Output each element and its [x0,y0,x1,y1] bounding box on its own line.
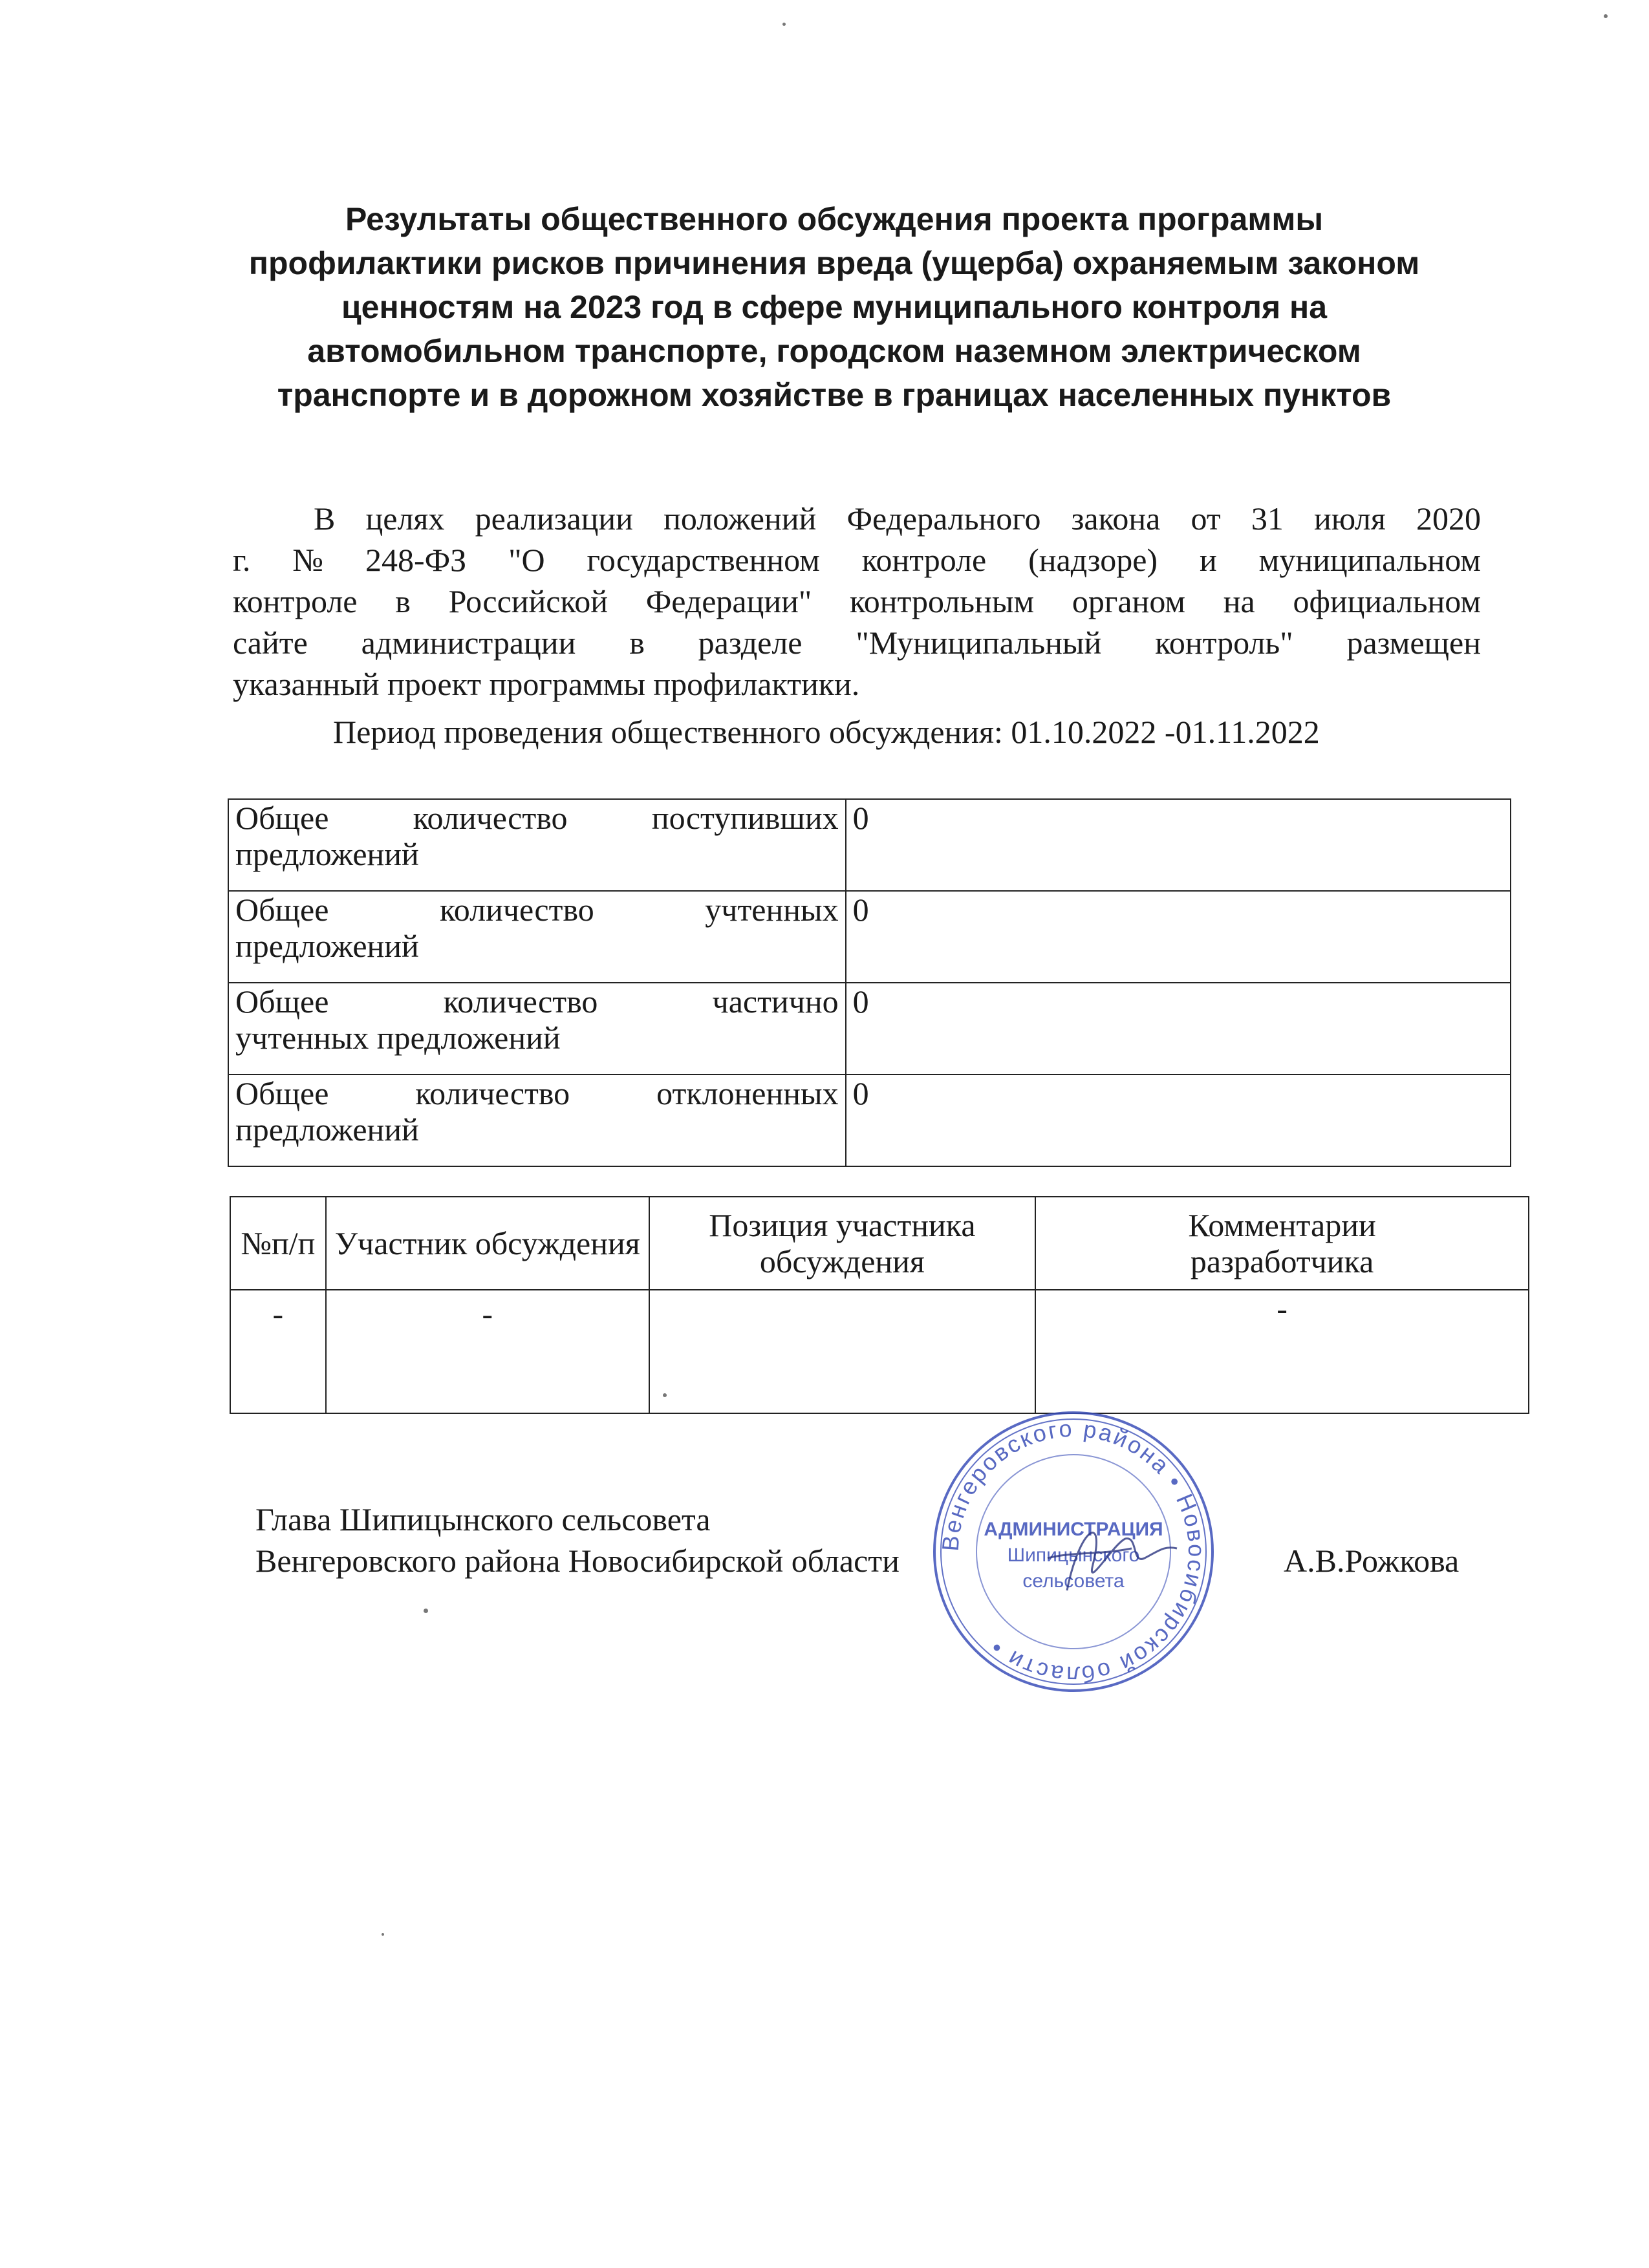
header-cell: Позиция участника обсуждения [649,1197,1036,1290]
intro-line [233,498,1481,539]
title-line: Результаты общественного обсуждения проекта программы [345,201,1324,237]
table-cell: - [1035,1290,1529,1413]
stamp-inner-line: АДМИНИСТРАЦИЯ [984,1519,1163,1540]
intro-word: сайте [233,625,308,661]
intro-word: Федерального [846,500,1041,537]
intro-word: июля [1314,500,1386,537]
intro-word: в [395,583,411,619]
header-cell: Участник обсуждения [326,1197,649,1290]
title-line: автомобильном транспорте, городском наземном электрическом [307,333,1361,369]
intro-word: от [1191,500,1221,537]
intro-word: 248-ФЗ [365,542,467,578]
intro-word: разделе [698,625,803,661]
intro-word: 31 [1251,500,1284,537]
intro-word: и [1199,542,1217,578]
title-line: транспорте и в дорожном хозяйстве в границах населенных пунктов [277,377,1392,413]
header-cell: №п/п [230,1197,326,1290]
table-cell: - [230,1290,326,1413]
scan-speck [782,23,786,26]
summary-value: 0 [846,891,1511,983]
position-line: Глава Шипицынского сельсовета [255,1501,711,1537]
signatory-name: А.В.Рожкова [1284,1543,1460,1579]
summary-label-line: предложений [235,928,419,964]
intro-word: контроле [861,542,987,578]
intro-word: реализации [475,500,633,537]
summary-row [228,799,1511,891]
table-cell [649,1290,1036,1413]
summary-label-line: учтенных предложений [235,1020,561,1056]
summary-label [228,891,846,983]
summary-value: 0 [846,983,1511,1075]
intro-line [233,581,1481,622]
document-title [194,197,1474,417]
participants-table [230,1196,1529,1414]
intro-word: официальном [1293,583,1481,619]
summary-label-line: предложений [235,1111,419,1148]
summary-row [228,983,1511,1075]
table-header-row [230,1197,1529,1290]
intro-word: контрольным [850,583,1035,619]
intro-line [233,539,1481,581]
signatory-position [255,1499,900,1581]
intro-word: положений [663,500,817,537]
intro-line [233,622,1481,663]
stamp-inner-line: сельсовета [1022,1570,1125,1592]
intro-word: г. [233,542,251,578]
intro-word: закона [1071,500,1161,537]
table-cell: - [326,1290,649,1413]
header-cell: Комментарии разработчика [1035,1197,1529,1290]
summary-label [228,983,846,1075]
intro-word: администрации [361,625,576,661]
summary-value: 0 [846,799,1511,891]
summary-row [228,891,1511,983]
scan-speck [1604,14,1608,18]
intro-word: государственном [587,542,820,578]
stamp-outer-text: Венгеровского района • Новосибирской области • [936,1415,1211,1689]
summary-row [228,1075,1511,1166]
intro-word: органом [1072,583,1186,619]
table-row [230,1290,1529,1413]
intro-word: на [1223,583,1255,619]
intro-word: (надзоре) [1028,542,1158,578]
scan-speck [382,1933,384,1936]
stamp-inner-line: Шипицынского [1007,1545,1140,1566]
title-line: ценностям на 2023 год в сфере муниципального контроля на [341,289,1328,325]
summary-label [228,799,846,891]
intro-word: в [629,625,645,661]
intro-word: целях [365,500,445,537]
summary-label-line: Общее количество отклоненных [235,1075,839,1111]
intro-word: Федерации" [645,583,812,619]
summary-label-line: Общее количество частично [235,983,839,1020]
summary-label-line: Общее количество учтенных [235,892,839,928]
intro-line-last: указанный проект программы профилактики. [233,666,860,702]
title-line: профилактики рисков причинения вреда (ущерба) охраняемым законом [248,245,1420,281]
summary-table [228,798,1511,1167]
intro-word: "Муниципальный [856,625,1102,661]
intro-word: 2020 [1416,500,1481,537]
intro-word: размещен [1346,625,1481,661]
intro-word: контроле [233,583,358,619]
intro-word: Российской [448,583,608,619]
intro-paragraph [233,498,1481,705]
intro-word: "О [508,542,545,578]
discussion-period: Период проведения общественного обсуждения: 01.10.2022 -01.11.2022 [333,714,1320,750]
intro-word: муниципальном [1258,542,1481,578]
summary-label [228,1075,846,1166]
intro-word: контроль" [1155,625,1293,661]
intro-word: № [292,542,324,578]
summary-value: 0 [846,1075,1511,1166]
position-line: Венгеровского района Новосибирской области [255,1543,900,1579]
summary-label-line: предложений [235,836,419,872]
scan-speck [424,1609,428,1613]
scan-speck [663,1393,667,1397]
summary-label-line: Общее количество поступивших [235,800,839,836]
official-stamp [918,1396,1229,1707]
intro-word: В [314,500,336,537]
